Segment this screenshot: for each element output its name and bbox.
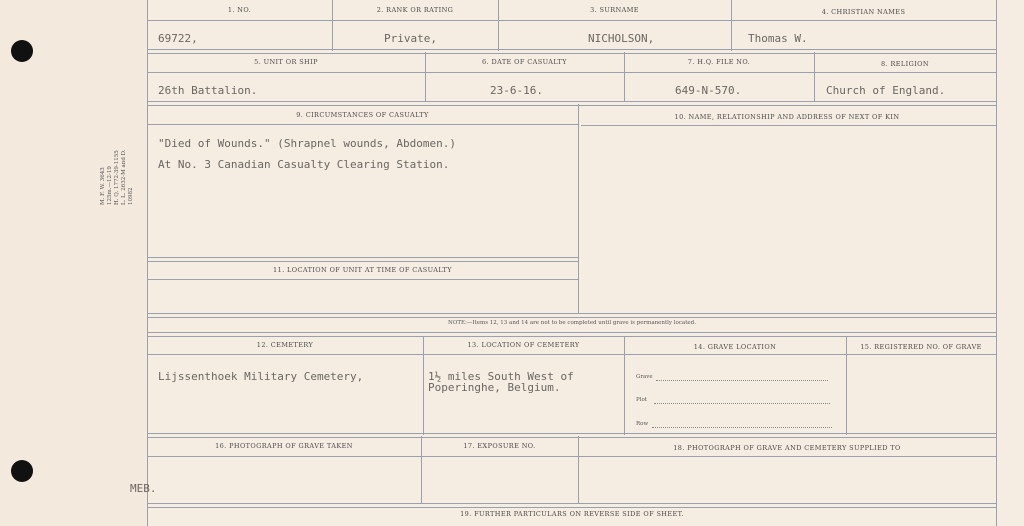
side-print-line: M. F. W. 3643 [100,167,106,205]
header-exposure: 17. EXPOSURE NO. [463,442,536,450]
note-bottom-line [147,332,997,337]
divider [423,336,424,435]
row3-sub-line [147,279,578,280]
header-unit: 5. UNIT OR SHIP [254,58,318,66]
plot-label: Plot [636,397,647,403]
value-hq-file: 649-N-570. [675,84,742,97]
header-further: 19. FURTHER PARTICULARS ON REVERSE SIDE OF SHEET. [460,510,684,518]
value-cemetery: Lijssenthoek Military Cemetery, [158,370,364,383]
header-rank: 2. RANK OR RATING [376,6,454,14]
left-margin [0,0,148,526]
header-circumstances: 9. CIRCUMSTANCES OF CASUALTY [296,111,429,119]
header-photo-supplied: 18. PHOTOGRAPH OF GRAVE AND CEMETERY SUPPLIED TO [673,444,901,452]
row3-header-line-right [581,125,996,126]
grave-dotted-line [656,380,828,381]
value-religion: Church of England. [826,84,946,97]
row2-bottom-line [147,101,997,106]
plot-dotted-line [654,403,830,404]
row4-bottom-line [147,433,997,438]
header-hq-file: 7. H.Q. FILE NO. [687,58,751,66]
header-location-unit: 11. LOCATION OF UNIT AT TIME OF CASUALTY [273,266,452,274]
row2-header-line [147,72,997,73]
header-cemetery: 12. CEMETERY [256,341,314,349]
header-no: 1. NO. [227,6,252,14]
value-christian-names: Thomas W. [748,32,808,45]
side-print-line: L. L. 2632-M and D. 10982 [121,149,134,205]
row-dotted-line [652,427,832,428]
header-registered-no: 15. REGISTERED NO. OF GRAVE [860,343,982,351]
grave-label: Grave [636,374,653,380]
frame-right [996,0,997,526]
side-print-line: 125m.—12-19 [107,166,113,205]
row-label: Row [636,421,649,427]
header-religion: 8. RELIGION [881,60,929,68]
punch-hole-bottom [11,460,33,482]
divider [578,104,579,314]
value-circumstances-line2: At No. 3 Canadian Casualty Clearing Station. [158,158,450,171]
side-print-line: H. Q. 1772-39-1155 [114,150,120,205]
header-grave-location: 14. GRAVE LOCATION [693,343,777,351]
value-location-cemetery-line1: 1½ miles South West of [428,370,574,383]
header-next-of-kin: 10. NAME, RELATIONSHIP AND ADDRESS OF NEXT OF KIN [674,113,900,121]
value-circumstances-line1: "Died of Wounds." (Shrapnel wounds, Abdomen.) [158,137,457,150]
header-surname: 3. SURNAME [590,6,639,14]
value-location-cemetery-line2: Poperinghe, Belgium. [428,381,561,394]
value-unit: 26th Battalion. [158,84,258,97]
row3-header-line [147,124,578,125]
row1-bottom-line [147,49,997,54]
row1-header-line [147,20,997,21]
value-rank: Private, [384,32,437,45]
punch-hole-top [11,40,33,62]
header-christian-names: 4. CHRISTIAN NAMES [821,8,906,16]
row5-header-line [147,456,997,457]
header-date-casualty: 6. DATE OF CASUALTY [482,58,567,66]
value-surname: NICHOLSON, [588,32,655,45]
header-location-cemetery: 13. LOCATION OF CEMETERY [467,341,580,349]
value-date-casualty: 23-6-16. [490,84,543,97]
row4-header-line [147,354,997,355]
row3-mid-line [147,257,578,262]
value-initials: MEB. [130,482,157,495]
note-text: NOTE:—Items 12, 13 and 14 are not to be completed until grave is permanently located. [448,320,696,326]
row5-bottom-line [147,503,997,508]
header-photo-grave: 16. PHOTOGRAPH OF GRAVE TAKEN [215,442,353,450]
value-no: 69722, [158,32,198,45]
row3-bottom-line [147,313,997,318]
